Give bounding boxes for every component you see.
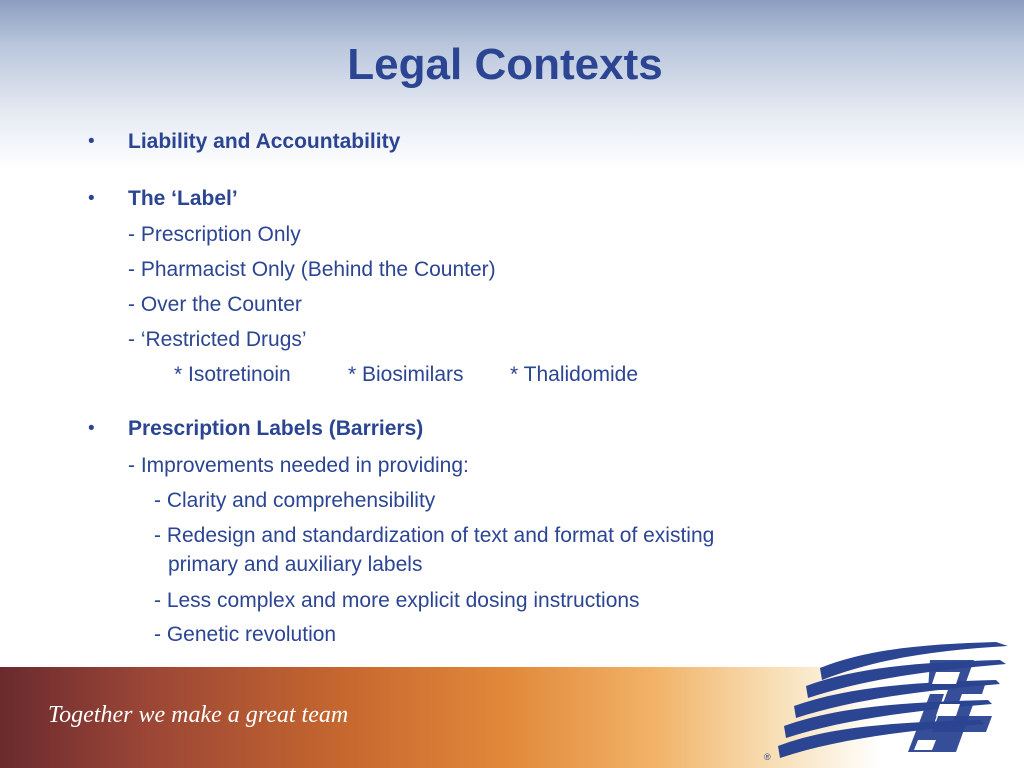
label-item-prescription-only: - Prescription Only xyxy=(128,223,301,246)
label-item-pharmacist-only: - Pharmacist Only (Behind the Counter) xyxy=(128,258,496,281)
barrier-dosing: - Less complex and more explicit dosing instructions xyxy=(154,589,640,612)
footer-tagline: Together we make a great team xyxy=(48,702,349,728)
label-item-restricted-drugs: - ‘Restricted Drugs’ xyxy=(128,328,307,351)
barrier-redesign: - Redesign and standardization of text and format of existing xyxy=(154,524,715,547)
barrier-genetic: - Genetic revolution xyxy=(154,623,337,646)
ashp-logo-icon xyxy=(760,632,1024,768)
bullet-marker: • xyxy=(88,418,95,439)
bullet-the-label: The ‘Label’ xyxy=(128,187,238,210)
barrier-intro: - Improvements needed in providing: xyxy=(128,454,469,477)
restricted-drug-isotretinoin: * Isotretinoin xyxy=(174,363,291,386)
bullet-prescription-labels: Prescription Labels (Barriers) xyxy=(128,417,424,440)
bullet-marker: • xyxy=(88,188,95,209)
registered-mark: ® xyxy=(764,752,771,762)
bullet-liability: Liability and Accountability xyxy=(128,130,401,153)
slide-title: Legal Contexts xyxy=(347,40,663,89)
bullet-marker: • xyxy=(88,131,95,152)
barrier-redesign-continued: primary and auxiliary labels xyxy=(168,553,423,576)
restricted-drug-thalidomide: * Thalidomide xyxy=(510,363,639,386)
label-item-over-the-counter: - Over the Counter xyxy=(128,293,302,316)
restricted-drug-biosimilars: * Biosimilars xyxy=(348,363,464,386)
barrier-clarity: - Clarity and comprehensibility xyxy=(154,489,436,512)
